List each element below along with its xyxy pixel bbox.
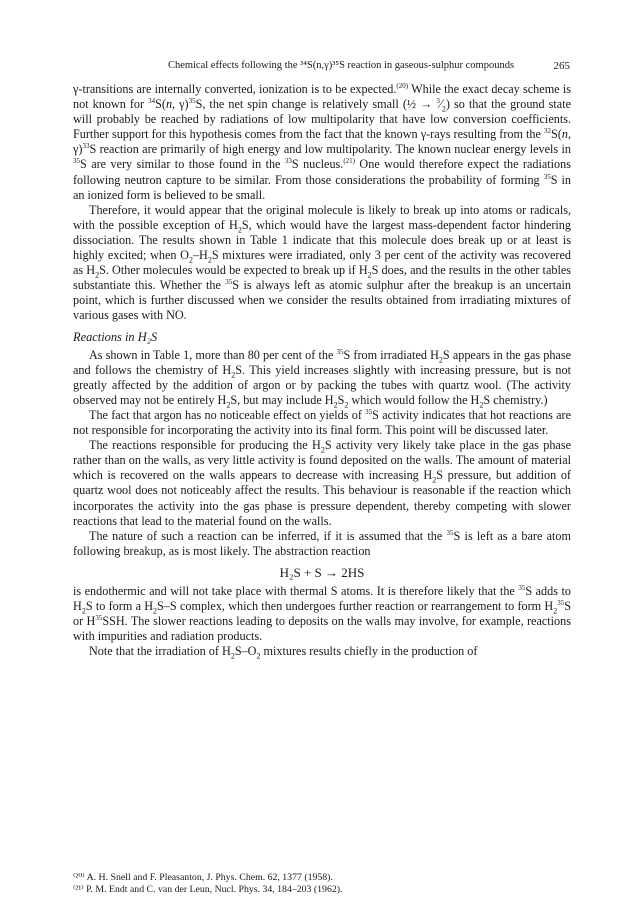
footnote-21: ⁽²¹⁾ P. M. Endt and C. van der Leun, Nucl. Phys. 34, 184–203 (1962). <box>73 884 343 895</box>
paragraph: Therefore, it would appear that the original molecule is likely to break up into atoms or radicals, with the possible exception of $H_2S$, which would have the largest mass-dependent factor hindering dissociation. The results shown in Table 1 indicate that this molecule does break up or at least is highly excited; when $O_2-H_2S$ mixtures were irradiated, only 3 per cent of the activity was recovered as $H_2S$. Other molecules would be expected to break up if $H_2S$ does, and the results in the other tables substantiate this. Whether the $^{35}$S is always left as atomic sulphur after the breakup is an uncertain point, which is further discussed when we consider the results obtained from irradiating mixtures of various gases with NO. <box>73 202 571 323</box>
body-text <box>73 82 571 659</box>
paragraph: The fact that argon has no noticeable effect on yields of $^{35}$S activity indicates that hot reactions are not responsible for incorporating the activity into its final form. This point will be discussed later. <box>73 407 571 438</box>
paragraph: As shown in Table 1, more than 80 per cent of the $^{35}$S from irradiated $H_2S$ appears in the gas phase and follows the chemistry of $H_2S$. This yield increases slightly with increasing pressure, but is not greatly affected by the addition of argon or by packing the tubes with quartz wool. (The activity observed may not be entirely $H_2S$, but may include $H_2S_2$ which would follow the $H_2S$ chemistry.) <box>73 347 571 410</box>
equation: H₂S + S → 2HS <box>279 564 365 580</box>
paragraph: γ-transitions are internally converted, ionization is to be expected.$^{(20)}$ While the exact decay scheme is not known for $^{34}$S(n, γ)$^{35}$S, the net spin change is relatively small (½ → $^3⁄_2$) so that the ground state will probably be reached by radiations of low multipolarity that have low conversion coefficients. Further support for this hypothesis comes from the fact that the known γ-rays resulting from the $^{32}$S(n, γ)$^{33}$S reaction are primarily of high energy and low multipolarity. The known nuclear energy levels in $^{35}$S are very similar to those found in the $^{33}$S nucleus.$^{(21)}$ One would therefore expect the radiations following neutron capture to be similar. From those considerations the probability of forming $^{35}$S in an ionized form is believed to be small. <box>73 81 571 202</box>
section-heading: Reactions in H₂S <box>73 329 158 344</box>
footnotes <box>73 872 571 896</box>
paragraph: Note that the irradiation of $H_2S-O_2$ mixtures results chiefly in the production of <box>89 644 478 661</box>
running-header <box>112 60 570 71</box>
page-number: 265 <box>553 60 570 72</box>
paragraph: is endothermic and will not take place with thermal S atoms. It is therefore likely that the $^{35}$S adds to $H_2S$ to form a $H_2S-S$ complex, which then undergoes further reaction or rearrangement to form $H_2^{35}S$ or $H^{35}SSH$. The slower reactions leading to deposits on the walls may involve, for example, reactions with impurities and radiation products. <box>73 583 571 644</box>
paragraph: The reactions responsible for producing the $H_2S$ activity very likely take place in the gas phase rather than on the walls, as very little activity is found deposited on the walls. The amount of material which is recovered on the walls appears to decrease with increasing $H_2S$ pressure, but addition of quartz wool does not noticeably affect the results. This behaviour is reasonable if the reaction which incorporates the activity into the gas phase is pressure dependent, thereby competing with slower reactions that lead to the material found on the walls. <box>73 438 571 528</box>
footnote-20: ⁽²⁰⁾ A. H. Snell and F. Pleasanton, J. Phys. Chem. 62, 1377 (1958). <box>73 872 333 883</box>
paragraph: The nature of such a reaction can be inferred, if it is assumed that the $^{35}$S is left as a bare atom following breakup, as is most likely. The abstraction reaction <box>73 528 571 558</box>
running-title: Chemical effects following the ³⁴S(n,γ)³⁵S reaction in gaseous-sulphur compounds <box>167 60 515 71</box>
